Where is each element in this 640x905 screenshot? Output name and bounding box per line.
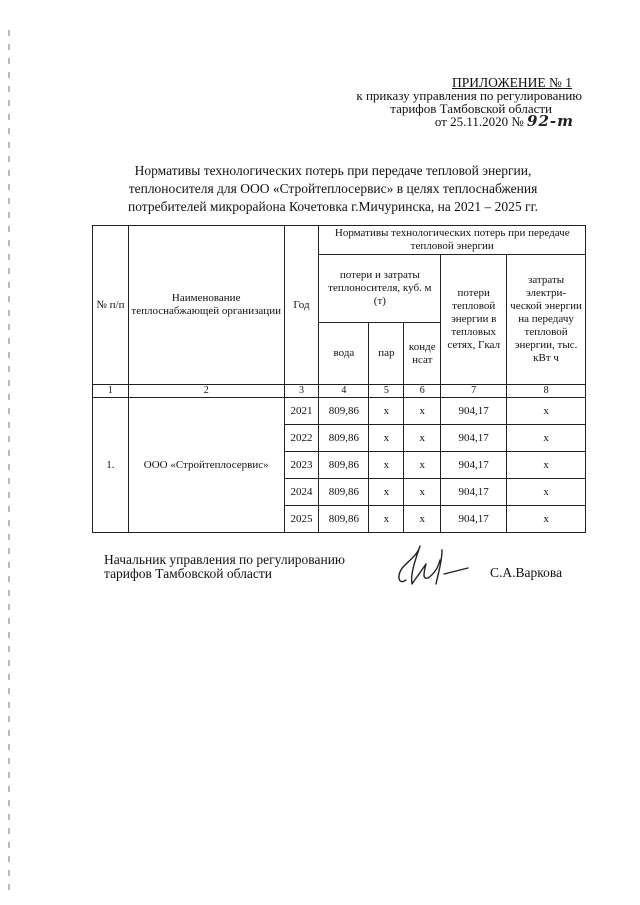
year-cell: 2024 — [284, 479, 319, 506]
year-cell: 2021 — [284, 398, 319, 425]
header-electric: затраты электри- ческой энергии на передачу тепловой энергии, тыс. кВт ч — [507, 255, 586, 385]
steam-cell: х — [369, 479, 404, 506]
water-cell: 809,86 — [319, 506, 369, 533]
heat-losses-cell: 904,17 — [441, 479, 507, 506]
heat-losses-cell: 904,17 — [441, 452, 507, 479]
steam-cell: х — [369, 452, 404, 479]
row-number: 1. — [93, 398, 129, 533]
appendix-line1: к приказу управления по регулированию — [356, 88, 582, 103]
column-number: 1 — [93, 385, 129, 398]
scan-edge-artifact — [8, 30, 10, 890]
electric-cell: х — [507, 479, 586, 506]
electric-cell: х — [507, 398, 586, 425]
condensate-cell: х — [404, 398, 441, 425]
heat-losses-cell: 904,17 — [441, 506, 507, 533]
water-cell: 809,86 — [319, 398, 369, 425]
appendix-title: ПРИЛОЖЕНИЕ № 1 — [451, 75, 572, 90]
signer-name: С.А.Варкова — [490, 565, 563, 580]
header-norms-group: Нормативы технологических потерь при передаче тепловой энергии — [319, 226, 586, 255]
order-number-handwritten: 92-т — [527, 112, 574, 130]
position-line2: тарифов Тамбовской области — [104, 566, 272, 581]
column-number: 5 — [369, 385, 404, 398]
column-number: 2 — [128, 385, 284, 398]
column-number: 8 — [507, 385, 586, 398]
condensate-cell: х — [404, 506, 441, 533]
position-line1: Начальник управления по регулированию — [104, 552, 346, 567]
header-steam: пар — [369, 323, 404, 385]
column-number-row — [93, 385, 586, 398]
condensate-cell: х — [404, 452, 441, 479]
water-cell: 809,86 — [319, 425, 369, 452]
steam-cell: х — [369, 506, 404, 533]
heat-losses-cell: 904,17 — [441, 425, 507, 452]
organization-name: ООО «Стройтеплосервис» — [128, 398, 284, 533]
electric-cell: х — [507, 452, 586, 479]
year-cell: 2025 — [284, 506, 319, 533]
year-cell: 2023 — [284, 452, 319, 479]
document-title — [118, 162, 548, 216]
appendix-header — [322, 76, 582, 128]
column-number: 6 — [404, 385, 441, 398]
steam-cell: х — [369, 398, 404, 425]
water-cell: 809,86 — [319, 479, 369, 506]
water-cell: 809,86 — [319, 452, 369, 479]
header-water: вода — [319, 323, 369, 385]
header-carrier-group: потери и затраты теплоносителя, куб. м (т) — [319, 255, 441, 323]
header-organization: Наименование теплоснабжающей организации — [128, 226, 284, 385]
header-heat-losses: потери тепловой энергии в тепловых сетях, Гкал — [441, 255, 507, 385]
steam-cell: х — [369, 425, 404, 452]
table-row — [93, 398, 586, 425]
signature-block — [104, 553, 345, 581]
heat-losses-cell: 904,17 — [441, 398, 507, 425]
norms-table — [92, 225, 586, 533]
appendix-date-line — [322, 112, 574, 130]
header-condensate: конде нсат — [404, 323, 441, 385]
appendix-date: от 25.11.2020 № — [434, 114, 524, 129]
header-year: Год — [284, 226, 319, 385]
column-number: 3 — [284, 385, 319, 398]
column-number: 7 — [441, 385, 507, 398]
electric-cell: х — [507, 506, 586, 533]
handwritten-signature — [392, 540, 472, 592]
header-num: № п/п — [93, 226, 129, 385]
document-title-line3: потребителей микрорайона Кочетовка г.Мичуринска, на 2021 – 2025 гг. — [128, 199, 538, 214]
document-title-line1: Нормативы технологических потерь при передаче тепловой энергии, — [134, 163, 532, 178]
electric-cell: х — [507, 425, 586, 452]
appendix-line2: тарифов Тамбовской области — [390, 101, 552, 116]
year-cell: 2022 — [284, 425, 319, 452]
condensate-cell: х — [404, 479, 441, 506]
document-title-line2: теплоносителя для ООО «Стройтеплосервис» в целях теплоснабжения — [128, 181, 538, 196]
condensate-cell: х — [404, 425, 441, 452]
column-number: 4 — [319, 385, 369, 398]
